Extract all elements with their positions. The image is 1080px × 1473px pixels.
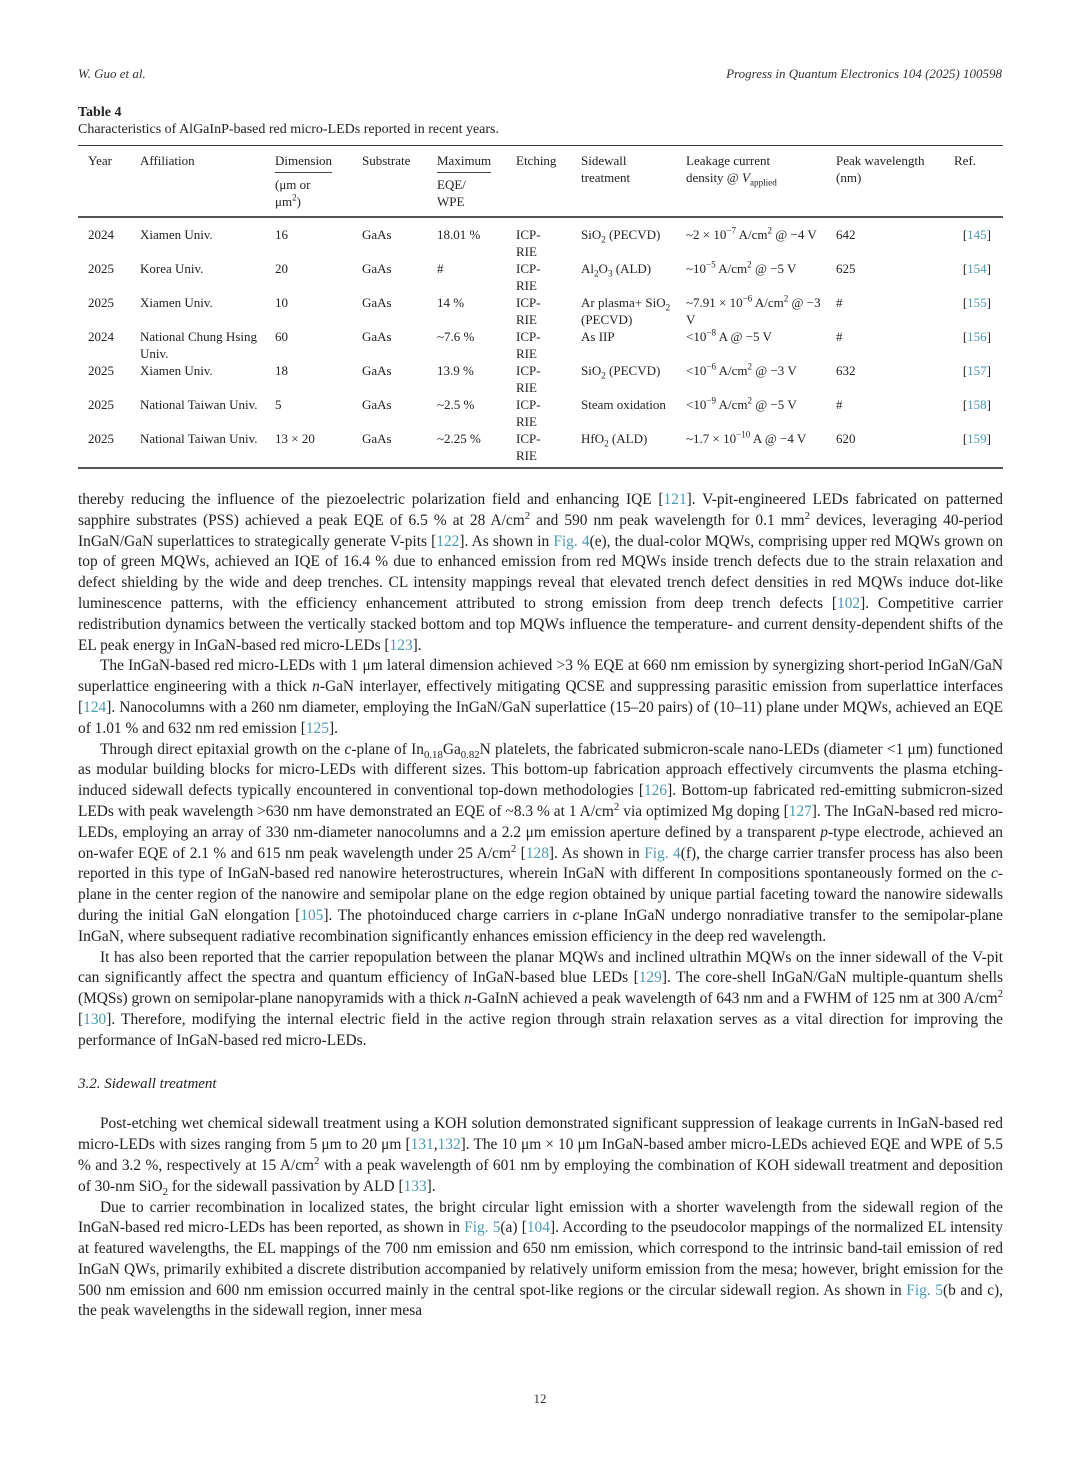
cell-leakage-current: ~2 × $10^{-7}$ $A/cm^2$ @ −4 V xyxy=(686,225,817,242)
cell-peak-wavelength: 642 xyxy=(836,227,856,242)
running-head xyxy=(78,66,1002,82)
ref-link[interactable]: 145 xyxy=(967,227,987,242)
citation-link[interactable]: 124 xyxy=(83,698,107,716)
page-number: 12 xyxy=(533,1391,547,1406)
section-paragraph: Post-etching wet chemical sidewall treatment using a KOH solution demonstrated significant suppression of leakage currents in InGaN-based red micro-LEDs with sizes ranging from 5 μm to 20 μm [131,132]. The 10 μm × 10 μm InGaN-based amber micro-LEDs achieved EQE and WPE of 5.5 % and 3.2 %, respectively at 15 $A/cm^2$ with a peak wavelength of 601 nm by employing the combination of KOH sidewall treatment and deposition of 30-nm SiO$_2$ for the sidewall passivation by ALD [133]. xyxy=(78,1115,1004,1198)
citation-link[interactable]: 123 xyxy=(389,636,413,654)
cell-ref: [155] xyxy=(962,295,991,310)
cell-etching: ICP- RIE xyxy=(516,227,541,259)
cell-peak-wavelength: 620 xyxy=(836,431,856,446)
citation-link[interactable]: Fig. 4 xyxy=(553,532,590,550)
cell-sidewall-treatment: As IIP xyxy=(581,329,615,344)
cell-ref: [157] xyxy=(962,363,991,378)
cell-ref: [154] xyxy=(962,261,991,276)
cell-dimension: 5 xyxy=(275,397,282,412)
col-header-etching: Etching xyxy=(516,153,557,168)
cell-peak-wavelength: # xyxy=(836,397,843,412)
ref-link[interactable]: 156 xyxy=(967,329,987,344)
col-header-ref: Ref. xyxy=(954,153,977,168)
citation-link[interactable]: 105 xyxy=(300,906,324,924)
table-row xyxy=(78,217,1003,260)
cell-substrate: GaAs xyxy=(362,295,392,310)
cell-etching: ICP- RIE xyxy=(516,397,541,429)
col-header-peak-wavelength: Peak wavelength (nm) xyxy=(836,153,925,185)
table-row xyxy=(78,362,1003,396)
col-header-affiliation: Affiliation xyxy=(140,153,195,168)
cell-etching: ICP- RIE xyxy=(516,261,541,293)
cell-ref: [156] xyxy=(962,329,991,344)
body-paragraph: thereby reducing the influence of the piezoelectric polarization field and enhancing IQE [121]. V-pit-engineered LEDs fabricated on patterned sapphire substrates (PSS) achieved a peak EQE of 6.5 % at 28 $A/cm^2$ and 590 nm peak wavelength for 0.1 $mm^2$ devices, leveraging 40-period InGaN/GaN superlattices to strategically generate V-pits [122]. As shown in Fig. 4(e), the dual-color MQWs, comprising upper red MQWs grown on top of green MQWs, achieved an IQE of 16.4 % due to enhanced emission from red MQWs inside trench defects due to the strain relaxation and defect shielding by the wide and deep trenches. CL intensity mappings reveal that elevated trench defect densities in red MQWs induce dot-like luminescence patterns, with the efficiency enhancement attributed to strong emission from deep trench defects [102]. Competitive carrier redistribution dynamics between the vertically stacked bottom and top MQWs influence the temperature- and current density-dependent shifts of the EL peak energy in InGaN-based red micro-LEDs [123]. xyxy=(78,491,1004,654)
citation-link[interactable]: 132 xyxy=(437,1136,461,1154)
cell-ref: [145] xyxy=(962,227,991,242)
cell-max-eqe: 13.9 % xyxy=(437,363,474,378)
cell-dimension: 20 xyxy=(275,261,288,276)
cell-max-eqe: 18.01 % xyxy=(437,227,481,242)
cell-sidewall-treatment: Ar plasma+ SiO$_2$ (PECVD) xyxy=(581,295,671,327)
cell-year: 2025 xyxy=(88,295,114,310)
cell-dimension: 60 xyxy=(275,329,288,344)
body-paragraph: The InGaN-based red micro-LEDs with 1 μm lateral dimension achieved >3 % EQE at 660 nm emission by synergizing short-period InGaN/GaN superlattice engineering with a thick n-GaN interlayer, effectively mitigating QCSE and suppressing parasitic emission from superlattice interfaces [124]. Nanocolumns with a 260 nm diameter, employing the InGaN/GaN superlattice (15–20 pairs) of (10–11) plane under MQWs, achieved an EQE of 1.01 % and 632 nm red emission [125]. xyxy=(78,657,1003,737)
citation-link[interactable]: 129 xyxy=(638,969,662,987)
cell-etching: ICP- RIE xyxy=(516,363,541,395)
citation-link[interactable]: 133 xyxy=(403,1177,427,1195)
table-row xyxy=(78,328,1003,362)
citation-link[interactable]: 131 xyxy=(410,1136,434,1154)
cell-sidewall-treatment: HfO$_2$ (ALD) xyxy=(581,431,648,449)
col-header-dimension: Dimension (μm or $\mu m^2$) xyxy=(275,153,333,209)
ref-link[interactable]: 158 xyxy=(967,397,987,412)
cell-affiliation: Xiamen Univ. xyxy=(140,295,213,310)
cell-max-eqe: 14 % xyxy=(437,295,465,310)
col-header-maximum-eqe-wpe: Maximum EQE/ WPE xyxy=(437,153,492,209)
col-header-year: Year xyxy=(88,153,112,168)
body-paragraph: Through direct epitaxial growth on the c-plane of $In_{0.18}Ga_{0.82}N$ platelets, the fabricated submicron-scale nano-LEDs (diameter <1 μm) functioned as modular building blocks for micro-LEDs with different sizes. This bottom-up fabrication approach effectively circumvents the plasma etching-induced sidewall defects typically encountered in conventional top-down methodologies [126]. Bottom-up fabricated red-emitting submicron-sized LEDs with peak wavelength >630 nm have demonstrated an EQE of ~8.3 % at 1 $A/cm^2$ via optimized Mg doping [127]. The InGaN-based red micro-LEDs, employing an array of 330 nm-diameter nanocolumns and a 2.2 μm emission aperture defined by a transparent p-type electrode, achieved an on-wafer EQE of 2.1 % and 615 nm peak wavelength under 25 $A/cm^2$ [128]. As shown in Fig. 4(f), the charge carrier transfer process has also been reported in this type of InGaN-based red nanowire heterostructures, wherein InGaN with different In compositions spontaneously formed on the c-plane in the center region of the nanowire and semipolar plane on the edge region obtained by unique partial faceting toward the nanowire sidewalls during the initial GaN elongation [105]. The photoinduced charge carriers in c-plane InGaN undergo nonradiative transfer to the semipolar-plane InGaN, where subsequent radiative recombination significantly enhances emission efficiency in the deep red wavelength. xyxy=(78,740,1004,945)
running-head-journal: Progress in Quantum Electronics 104 (2025) 100598 xyxy=(726,66,1002,81)
data-table xyxy=(78,145,1003,469)
table-row xyxy=(78,430,1003,468)
cell-max-eqe: # xyxy=(437,261,444,276)
cell-substrate: GaAs xyxy=(362,363,392,378)
cell-affiliation: Xiamen Univ. xyxy=(140,363,213,378)
table-header-row xyxy=(78,146,1003,218)
body-paragraph: It has also been reported that the carrier repopulation between the planar MQWs and inclined ultrathin MQWs on the inner sidewall of the V-pit can significantly affect the spectra and quantum efficiency of InGaN-based blue LEDs [129]. The core-shell InGaN/GaN multiple-quantum shells (MQSs) grown on semipolar-plane nanopyramids with a thick n-GaInN achieved a peak wavelength of 643 nm and a FWHM of 125 nm at 300 $A/cm^2$ [130]. Therefore, modifying the internal electric field in the active region through strain relaxation serves as a vital direction for improving the performance of InGaN-based red micro-LEDs. xyxy=(78,948,1004,1049)
citation-link[interactable]: 102 xyxy=(837,594,861,612)
cell-affiliation: Xiamen Univ. xyxy=(140,227,213,242)
cell-ref: [158] xyxy=(962,397,991,412)
cell-substrate: GaAs xyxy=(362,227,392,242)
cell-sidewall-treatment: SiO$_2$ (PECVD) xyxy=(581,363,661,381)
cell-leakage-current: $<10^{-6}$ $A/cm^2$ @ −3 V xyxy=(686,361,797,378)
cell-dimension: 16 xyxy=(275,227,288,242)
cell-substrate: GaAs xyxy=(362,329,392,344)
citation-link[interactable]: 121 xyxy=(663,491,687,508)
running-head-authors: W. Guo et al. xyxy=(78,66,146,81)
table-body xyxy=(78,217,1003,468)
citation-link[interactable]: 125 xyxy=(305,719,329,737)
cell-leakage-current: $<10^{-9}$ $A/cm^2$ @ −5 V xyxy=(686,395,797,412)
cell-dimension: 13 × 20 xyxy=(275,431,315,446)
cell-etching: ICP- RIE xyxy=(516,295,541,327)
cell-peak-wavelength: 625 xyxy=(836,261,856,276)
cell-sidewall-treatment: $Al_2O_3$ (ALD) xyxy=(581,261,652,279)
table-row xyxy=(78,294,1003,328)
cell-dimension: 18 xyxy=(275,363,288,378)
cell-year: 2025 xyxy=(88,431,114,446)
cell-etching: ICP- RIE xyxy=(516,431,541,463)
cell-peak-wavelength: 632 xyxy=(836,363,856,378)
citation-link[interactable]: Fig. 4 xyxy=(644,844,681,862)
cell-max-eqe: ~2.5 % xyxy=(437,397,475,412)
section-paragraph: Due to carrier recombination in localized states, the bright circular light emission with a shorter wavelength from the sidewall region of the InGaN-based red micro-LEDs has been reported, as shown in Fig. 5(a) [104]. According to the pseudocolor mappings of the normalized EL intensity at featured wavelengths, the EL mappings of the 700 nm emission and 650 nm emission, which correspond to the intrinsic band-tail emission of red InGaN QWs, primarily exhibited a discrete distribution accompanied by relatively uniform emission from the mesa; however, bright emission for the 500 nm emission and 600 nm emission occurred mainly in the central spot-like regions or the circular sidewall region. As shown in Fig. 5(b and c), the peak wavelengths in the sidewall region, inner mesa xyxy=(78,1198,1004,1320)
ref-link[interactable]: 159 xyxy=(967,431,987,446)
ref-link[interactable]: 154 xyxy=(967,261,987,276)
citation-link[interactable]: Fig. 5 xyxy=(906,1281,943,1299)
cell-leakage-current: ~7.91 × $10^{-6}$ $A/cm^2$ @ −3 V xyxy=(686,293,821,327)
citation-link[interactable]: 130 xyxy=(83,1010,107,1028)
citation-link[interactable]: 104 xyxy=(526,1219,550,1237)
cell-leakage-current: $\sim 10^{-5}$ $A/cm^2$ @ −5 V xyxy=(686,259,797,276)
cell-peak-wavelength: # xyxy=(836,295,843,310)
cell-year: 2024 xyxy=(88,227,114,242)
cell-leakage-current: $<10^{-8}$ A @ −5 V xyxy=(686,327,772,344)
cell-year: 2025 xyxy=(88,261,114,276)
section-heading: 3.2. Sidewall treatment xyxy=(78,1075,217,1092)
citation-link[interactable]: 122 xyxy=(436,532,460,550)
cell-peak-wavelength: # xyxy=(836,329,843,344)
cell-etching: ICP- RIE xyxy=(516,329,541,361)
cell-substrate: GaAs xyxy=(362,397,392,412)
table-label: Table 4 xyxy=(78,105,122,120)
ref-link[interactable]: 157 xyxy=(967,363,987,378)
table-row xyxy=(78,396,1003,430)
cell-max-eqe: ~2.25 % xyxy=(437,431,481,446)
cell-year: 2025 xyxy=(88,397,114,412)
ref-link[interactable]: 155 xyxy=(967,295,987,310)
citation-link[interactable]: 126 xyxy=(643,782,668,800)
table-caption: Characteristics of AlGaInP-based red micro-LEDs reported in recent years. xyxy=(78,122,500,137)
cell-year: 2024 xyxy=(88,329,114,344)
cell-dimension: 10 xyxy=(275,295,288,310)
cell-sidewall-treatment: Steam oxidation xyxy=(581,397,666,412)
citation-link[interactable]: 128 xyxy=(525,844,549,862)
cell-max-eqe: ~7.6 % xyxy=(437,329,475,344)
body-text xyxy=(78,490,1003,1322)
table-4 xyxy=(78,104,1003,469)
cell-leakage-current: ~1.7 × $10^{-10}$ A @ −4 V xyxy=(686,429,807,446)
cell-affiliation: National Taiwan Univ. xyxy=(140,397,258,412)
col-header-sidewall-treatment: Sidewall treatment xyxy=(581,153,631,185)
cell-affiliation: National Taiwan Univ. xyxy=(140,431,258,446)
col-header-substrate: Substrate xyxy=(362,153,411,168)
cell-ref: [159] xyxy=(962,431,991,446)
citation-link[interactable]: Fig. 5 xyxy=(464,1219,501,1237)
cell-substrate: GaAs xyxy=(362,431,392,446)
col-header-leakage-current: Leakage current density @ $V_{applied}$ xyxy=(686,153,777,188)
cell-sidewall-treatment: SiO$_2$ (PECVD) xyxy=(581,227,661,245)
table-row xyxy=(78,260,1003,294)
cell-substrate: GaAs xyxy=(362,261,392,276)
citation-link[interactable]: 127 xyxy=(788,802,812,820)
cell-affiliation: National Chung Hsing Univ. xyxy=(140,329,257,361)
cell-affiliation: Korea Univ. xyxy=(140,261,204,276)
cell-year: 2025 xyxy=(88,363,114,378)
